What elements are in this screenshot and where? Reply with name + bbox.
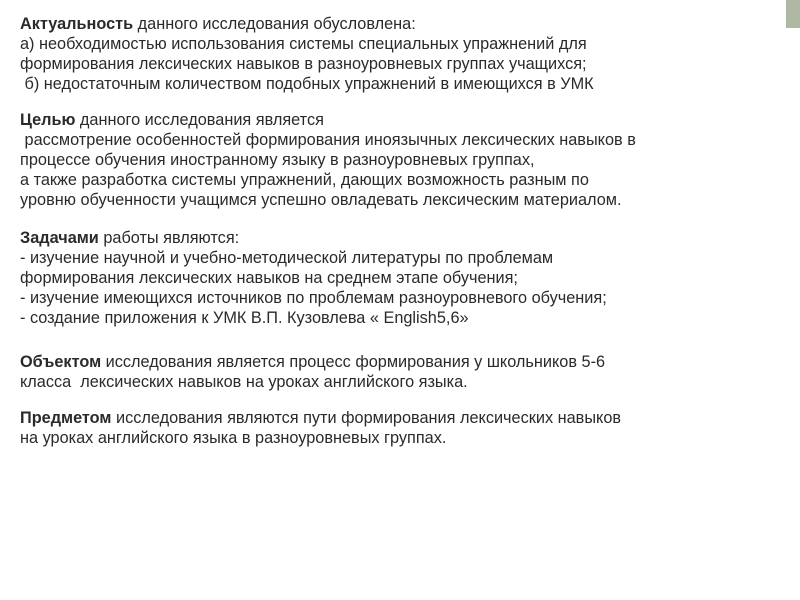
goal-heading-line: [20, 110, 780, 130]
tasks-section: [20, 228, 780, 328]
slide-content: [20, 14, 780, 448]
goal-line: уровню обученности учащимся успешно овладевать лексическим материалом.: [20, 191, 622, 209]
tasks-line: - создание приложения к УМК В.П. Кузовлева « English5,6»: [20, 309, 469, 327]
slide-top-band: [0, 0, 800, 8]
object-heading-rest: исследования является процесс формирования у школьников 5-6: [101, 353, 606, 371]
subject-section: [20, 408, 780, 448]
relevance-heading-rest: данного исследования обусловлена:: [133, 15, 416, 33]
object-section: [20, 352, 780, 392]
relevance-line: а) необходимостью использования системы специальных упражнений для: [20, 35, 587, 53]
tasks-line: - изучение научной и учебно-методической литературы по проблемам: [20, 249, 554, 267]
object-keyword: Объектом: [20, 353, 102, 371]
object-line: класса лексических навыков на уроках английского языка.: [20, 373, 468, 391]
tasks-line: - изучение имеющихся источников по проблемам разноуровневого обучения;: [20, 289, 607, 307]
subject-keyword: Предметом: [20, 409, 112, 427]
subject-heading-rest: исследования являются пути формирования лексических навыков: [111, 409, 622, 427]
relevance-line: формирования лексических навыков в разноуровневых группах учащихся;: [20, 55, 587, 73]
slide-corner-accent: [786, 0, 800, 28]
subject-heading-line: [20, 408, 780, 428]
object-heading-line: [20, 352, 780, 372]
goal-section: [20, 110, 780, 210]
tasks-heading-rest: работы являются:: [98, 229, 240, 247]
goal-line: рассмотрение особенностей формирования иноязычных лексических навыков в: [20, 131, 636, 149]
relevance-heading-line: [20, 14, 780, 34]
relevance-keyword: Актуальность: [20, 15, 134, 33]
goal-line: процессе обучения иностранному языку в разноуровневых группах,: [20, 151, 535, 169]
goal-line: а также разработка системы упражнений, дающих возможность разным по: [20, 171, 589, 189]
goal-heading-rest: данного исследования является: [75, 111, 324, 129]
tasks-keyword: Задачами: [20, 229, 99, 247]
relevance-line: б) недостаточным количеством подобных упражнений в имеющихся в УМК: [20, 75, 594, 93]
relevance-section: [20, 14, 780, 94]
subject-line: на уроках английского языка в разноуровневых группах.: [20, 429, 447, 447]
goal-keyword: Целью: [20, 111, 76, 129]
tasks-heading-line: [20, 228, 780, 248]
tasks-line: формирования лексических навыков на среднем этапе обучения;: [20, 269, 518, 287]
